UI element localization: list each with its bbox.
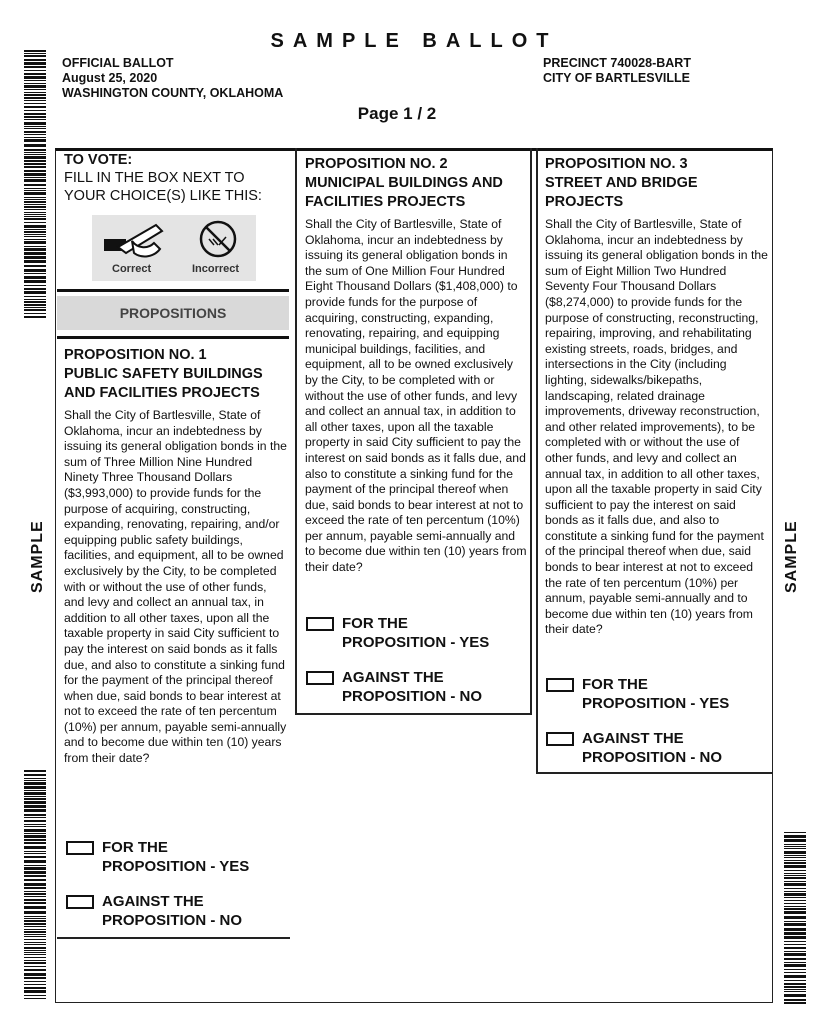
proposition-3-yes-line2: PROPOSITION - YES <box>582 695 730 712</box>
city-name: CITY OF BARTLESVILLE <box>543 71 690 85</box>
prop1-bottom-rule <box>57 937 290 939</box>
pen-filling-box-icon <box>98 219 168 265</box>
barcode-top-left <box>24 50 46 318</box>
proposition-1-yes-box[interactable] <box>66 841 94 855</box>
proposition-3-yes-option[interactable] <box>546 675 729 713</box>
section-header-propositions: PROPOSITIONS <box>57 296 289 330</box>
county-name: WASHINGTON COUNTY, OKLAHOMA <box>62 86 284 100</box>
proposition-2-no-box[interactable] <box>306 671 334 685</box>
column-divider-2 <box>530 148 532 714</box>
incorrect-mark-icon <box>196 219 240 263</box>
election-date: August 25, 2020 <box>62 71 158 85</box>
official-ballot-label: OFFICIAL BALLOT <box>62 56 174 70</box>
proposition-1-no-line2: PROPOSITION - NO <box>102 912 243 929</box>
instructions-text: FILL IN THE BOX NEXT TO YOUR CHOICE(S) LIKE THIS: <box>64 169 262 204</box>
proposition-2-yes-option[interactable] <box>306 614 489 652</box>
proposition-2-number: PROPOSITION NO. 2 <box>305 156 448 172</box>
proposition-3-text: Shall the City of Bartlesville, State of Oklahoma, incur an indebtedness by issuing its general obligation bonds in the sum of Eight Million Two Hundred Seventy Four Thousand Dollars ($8,274,000) to provide funds for the purpose of constructing, reconstructing, repairing, improving, and rehabilitating existing streets, roads, bridges, and intersections in the City (including lighting, sidewalks/bikepaths, landscaping, related drainage improvements, driveway reconstruction, and other related improvements), to be completed with or without the use of other funds, and levy and collect an annual tax, in addition to all other taxes, upon all the taxable property in said City sufficient to pay the interest on said bonds as it falls due, and also to constitute a sinking fund for the payment of the principal thereof when due, said bonds to bear interest at not to exceed the rate of ten percentum (10%) per annum, payable semi-annually and to become due within ten (10) years from their date? <box>545 217 768 637</box>
incorrect-label: Incorrect <box>192 263 240 275</box>
ballot-info-right <box>543 56 691 86</box>
proposition-1-no-line1: AGAINST THE <box>102 893 204 910</box>
sample-side-right: SAMPLE <box>783 520 800 593</box>
proposition-3 <box>545 155 769 638</box>
ballot-title: SAMPLE BALLOT <box>270 30 558 52</box>
voting-instructions <box>64 153 290 205</box>
proposition-2-title: MUNICIPAL BUILDINGS AND FACILITIES PROJECTS <box>305 175 503 210</box>
correct-label: Correct <box>112 263 152 275</box>
column-divider-3 <box>536 148 538 773</box>
page-number: Page 1 / 2 <box>357 104 437 123</box>
prop2-bottom-rule <box>295 713 532 715</box>
proposition-1-yes-line2: PROPOSITION - YES <box>102 858 250 875</box>
proposition-2-no-line1: AGAINST THE <box>342 669 444 686</box>
proposition-2-yes-box[interactable] <box>306 617 334 631</box>
proposition-1-text: Shall the City of Bartlesville, State of Oklahoma, incur an indebtedness by issuing its general obligation bonds in the sum of Three Million Nine Hundred Ninety Three Thousand Dollars ($3,993,000) to provide funds for the purpose of acquiring, constructing, expanding, renovating, repairing, and/or equipping public safety buildings, facilities, and equipment, all to be owned exclusively by the City, to be completed with or without the use of other funds, and levy and collect an annual tax, in addition to all other taxes, upon all the taxable property in said City sufficient to pay the interest on said bonds as it falls due, and also to constitute a sinking fund for the payment of the principal thereof when due, said bonds to bear interest at not to exceed the rate of ten percentum (10%) per annum, payable semi-annually and to become due within ten (10) years from their date? <box>64 408 287 766</box>
proposition-3-no-line2: PROPOSITION - NO <box>582 749 723 766</box>
proposition-1-number: PROPOSITION NO. 1 <box>64 347 207 363</box>
proposition-3-title: STREET AND BRIDGE PROJECTS <box>545 175 698 210</box>
barcode-bottom-right <box>784 832 806 1004</box>
proposition-1-yes-option[interactable] <box>66 838 249 876</box>
proposition-2-yes-line2: PROPOSITION - YES <box>342 634 490 651</box>
proposition-3-yes-box[interactable] <box>546 678 574 692</box>
proposition-2-text: Shall the City of Bartlesville, State of Oklahoma, incur an indebtedness by issuing its general obligation bonds in the sum of One Million Four Hundred Eight Thousand Dollars ($1,408,000) to provide funds for the purpose of acquiring, constructing, expanding, renovating, repairing, and equipping municipal buildings, facilities, and equipment, all to be owned exclusively by the City, to be completed with or without the use of other funds, and levy and collect an annual tax, in addition to all other taxes, upon all the taxable property in said City sufficient to pay the interest on said bonds as it falls due, and also to constitute a sinking fund for the payment of the principal thereof when due, said bonds to bear interest at not to exceed the rate of ten percentum (10%) per annum, payable semi-annually and to become due within ten (10) years from their date? <box>305 217 527 575</box>
proposition-3-no-option[interactable] <box>546 729 722 767</box>
proposition-3-number: PROPOSITION NO. 3 <box>545 156 688 172</box>
proposition-2-yes-line1: FOR THE <box>342 615 408 632</box>
proposition-2 <box>305 155 527 576</box>
proposition-3-yes-line1: FOR THE <box>582 676 648 693</box>
proposition-3-no-line1: AGAINST THE <box>582 730 684 747</box>
proposition-2-no-option[interactable] <box>306 668 482 706</box>
column-divider-1 <box>295 148 297 714</box>
instructions-title: TO VOTE: <box>64 152 133 168</box>
marking-example <box>92 215 256 281</box>
proposition-1 <box>64 346 290 767</box>
sample-side-left: SAMPLE <box>29 520 46 593</box>
precinct-label: PRECINCT 740028-BART <box>543 56 691 70</box>
propositions-rule <box>57 336 289 339</box>
proposition-1-no-box[interactable] <box>66 895 94 909</box>
ballot-info-left <box>62 56 283 101</box>
prop3-bottom-rule <box>536 772 773 774</box>
proposition-1-no-option[interactable] <box>66 892 242 930</box>
proposition-1-yes-line1: FOR THE <box>102 839 168 856</box>
proposition-2-no-line2: PROPOSITION - NO <box>342 688 483 705</box>
instructions-rule <box>57 289 289 292</box>
barcode-bottom-left <box>24 770 46 1002</box>
proposition-3-no-box[interactable] <box>546 732 574 746</box>
proposition-1-title: PUBLIC SAFETY BUILDINGS AND FACILITIES PROJECTS <box>64 366 263 401</box>
